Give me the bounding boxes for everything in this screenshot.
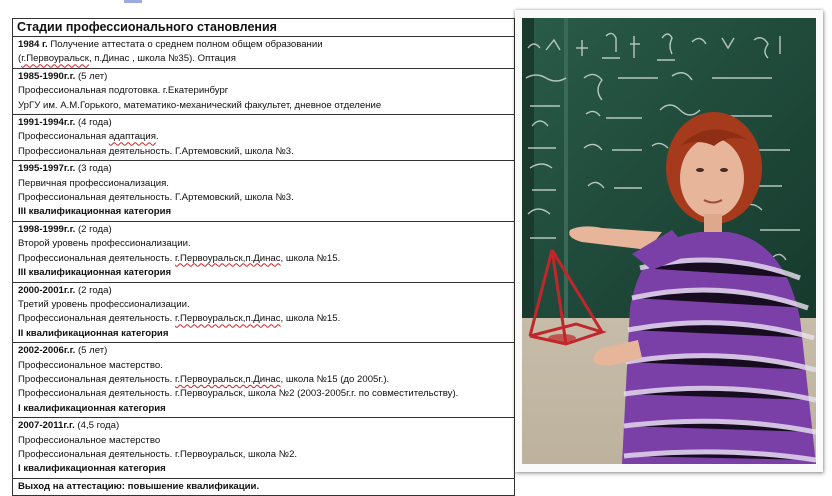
stage-text: Профессиональная	[18, 131, 109, 143]
stage-text-bold: II квалификационная категория	[18, 327, 169, 339]
stage-text-bold: 1985-1990г.г.	[18, 70, 76, 82]
stage-row	[13, 37, 515, 69]
stage-text-bold: III квалификационная категория	[18, 267, 172, 279]
stage-row	[13, 418, 515, 479]
stage-text: адаптация	[108, 131, 156, 143]
stage-line	[18, 434, 510, 448]
stage-row	[13, 161, 515, 222]
stage-row	[13, 283, 515, 344]
stage-text: Профессиональное мастерство.	[18, 359, 163, 371]
stage-line	[18, 223, 510, 237]
stage-line	[18, 462, 510, 476]
stage-text: (3 года)	[75, 163, 112, 175]
stage-text-bold: 1995-1997г.г.	[18, 163, 76, 175]
stage-text: г.Первоуральск,п.Динас	[175, 373, 281, 385]
stage-line	[18, 52, 510, 66]
stage-text-bold: I квалификационная категория	[18, 402, 166, 414]
stage-text-bold: 2000-2001г.г.	[18, 284, 76, 296]
stage-line	[18, 327, 510, 341]
stage-text: Профессиональная подготовка. г.Екатеринбург	[18, 85, 229, 97]
stage-text: , школа №15 (до 2005г.).	[280, 373, 390, 385]
stage-text-bold: 1991-1994г.г.	[18, 117, 76, 129]
stage-text: Профессиональная деятельность.	[18, 313, 175, 325]
stage-text-bold: Выход на аттестацию: повышение квалификации.	[18, 480, 260, 492]
stage-line	[18, 402, 510, 416]
stage-text: , п.Динас , школа №35). Оптация	[88, 53, 236, 65]
stage-line	[18, 130, 510, 144]
stage-text: .	[155, 131, 159, 143]
stage-text: Профессиональная деятельность. Г.Артемовский, школа №3.	[18, 145, 294, 157]
stage-text: (4 года)	[75, 117, 112, 129]
stage-text: Профессиональная деятельность. г.Первоуральск, школа №2.	[18, 448, 298, 460]
stage-text: Профессиональная деятельность.	[18, 252, 175, 264]
stage-row	[13, 222, 515, 283]
stage-text-bold: 2002-2006г.г.	[18, 345, 76, 357]
stage-text: (2 года)	[75, 284, 112, 296]
stage-line	[18, 205, 510, 219]
stage-line	[18, 387, 510, 401]
stage-text: Первичная профессионализация.	[18, 177, 169, 189]
stage-line	[18, 344, 510, 358]
stage-line	[18, 38, 510, 52]
stage-line	[18, 312, 510, 326]
stage-text: (5 лет)	[75, 345, 108, 357]
stage-line	[18, 373, 510, 387]
stage-line	[18, 99, 510, 113]
stage-line	[18, 359, 510, 373]
stage-line	[18, 448, 510, 462]
stage-text-bold: 1998-1999г.г.	[18, 223, 76, 235]
classroom-photo	[522, 18, 816, 464]
stage-row	[13, 343, 515, 418]
stage-line	[18, 84, 510, 98]
stage-text: Третий уровень профессионализации.	[18, 298, 190, 310]
stage-line	[18, 298, 510, 312]
stage-text: г.Первоуральск,п.Динас	[175, 313, 281, 325]
stage-row	[13, 69, 515, 115]
stage-line	[18, 162, 510, 176]
stage-text-bold: 1984 г.	[18, 39, 48, 50]
stage-line	[18, 284, 510, 298]
stage-text: (2 года)	[75, 223, 112, 235]
stage-text: Получение аттестата о среднем полном общем образовании	[47, 39, 323, 50]
stage-text: Профессиональная деятельность.	[18, 373, 175, 385]
stage-text: Второй уровень профессионализации.	[18, 238, 191, 250]
stage-text: Профессиональная деятельность. г.Первоуральск, школа №2 (2003-2005г.г. по совместительству).	[18, 388, 459, 400]
stage-text: Профессиональное мастерство	[18, 434, 161, 446]
face	[680, 138, 744, 218]
stage-text: , школа №15.	[280, 252, 341, 264]
stage-text-bold: 2007-2011г.г.	[18, 420, 75, 432]
stage-text: (4,5 года)	[74, 420, 120, 432]
stage-row	[13, 115, 515, 161]
stage-text: г.Первоуральск,п.Динас	[175, 252, 281, 264]
stages-table	[12, 18, 515, 496]
stage-line	[18, 252, 510, 266]
stage-row	[13, 479, 515, 496]
stage-line	[18, 191, 510, 205]
stage-text-bold: III квалификационная категория	[18, 206, 172, 218]
stage-line	[18, 266, 510, 280]
stage-line	[18, 116, 510, 130]
stage-text: (5 лет)	[75, 70, 108, 82]
stage-text: (	[18, 53, 22, 65]
teacher-photo	[515, 10, 823, 472]
stage-text: Профессиональная деятельность. Г.Артемовский, школа №3.	[18, 192, 294, 204]
table-header	[13, 19, 515, 37]
decorative-mark	[124, 0, 142, 3]
stage-line	[18, 70, 510, 84]
stage-text: УрГУ им. А.М.Горького, математико-механический факультет, дневное отделение	[18, 99, 382, 111]
stage-text: г.Первоуральск	[21, 53, 89, 65]
table-title: Стадии профессионального становления	[17, 20, 277, 34]
stage-line	[18, 145, 510, 159]
stage-line	[18, 237, 510, 251]
stage-line	[18, 419, 510, 433]
stage-line	[18, 177, 510, 191]
stage-text: , школа №15.	[280, 313, 341, 325]
stage-text-bold: I квалификационная категория	[18, 463, 166, 475]
